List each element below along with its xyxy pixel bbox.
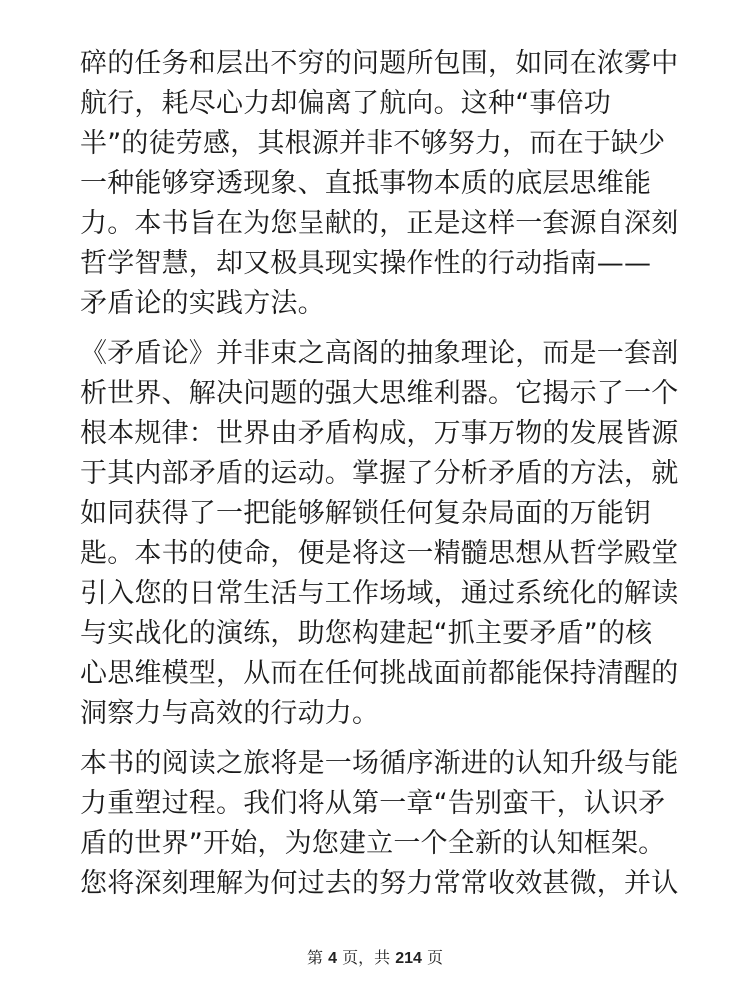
text-line: 力重塑过程。我们将从第一章“告别蛮干，认识矛 xyxy=(80,788,666,819)
text-line: 盾的世界”开始，为您建立一个全新的认知框架。 xyxy=(80,828,666,859)
text-line: 如同获得了一把能够解锁任何复杂局面的万能钥 xyxy=(80,498,652,529)
text-line: 哲学智慧，却又极具现实操作性的行动指南—— xyxy=(80,248,652,279)
text-line: 半”的徒劳感，其根源并非不够努力，而在于缺少 xyxy=(80,128,666,159)
text-line: 本书的阅读之旅将是一场循序渐进的认知升级与能 xyxy=(80,748,679,779)
text-line: 洞察力与高效的行动力。 xyxy=(80,698,380,729)
paragraph-1 xyxy=(80,44,680,324)
text-line: 一种能够穿透现象、直抵事物本质的底层思维能 xyxy=(80,168,652,199)
paragraph-2 xyxy=(80,334,680,734)
text-line: 匙。本书的使命，便是将这一精髓思想从哲学殿堂 xyxy=(80,538,679,569)
page-number-footer xyxy=(0,948,750,969)
text-line: 您将深刻理解为何过去的努力常常收效甚微，并认 xyxy=(80,868,679,899)
body-text xyxy=(80,44,680,904)
text-line: 碎的任务和层出不穷的问题所包围，如同在浓雾中 xyxy=(80,48,679,79)
text-line: 根本规律：世界由矛盾构成，万事万物的发展皆源 xyxy=(80,418,679,449)
footer-suffix: 页 xyxy=(427,948,444,967)
text-line: 心思维模型，从而在任何挑战面前都能保持清醒的 xyxy=(80,658,679,689)
text-line: 于其内部矛盾的运动。掌握了分析矛盾的方法，就 xyxy=(80,458,679,489)
text-line: 析世界、解决问题的强大思维利器。它揭示了一个 xyxy=(80,378,679,409)
text-line: 航行，耗尽心力却偏离了航向。这种“事倍功 xyxy=(80,88,611,119)
paragraph-3 xyxy=(80,744,680,904)
footer-middle: 页，共 xyxy=(342,948,391,967)
paragraph-gap xyxy=(80,324,680,334)
footer-prefix: 第 xyxy=(306,948,323,967)
text-line: 引入您的日常生活与工作场域，通过系统化的解读 xyxy=(80,578,679,609)
paragraph-gap xyxy=(80,734,680,744)
text-line: 矛盾论的实践方法。 xyxy=(80,288,325,319)
current-page-number: 4 xyxy=(328,950,337,967)
text-line: 《矛盾论》并非束之高阁的抽象理论，而是一套剖 xyxy=(80,338,679,369)
total-page-count: 214 xyxy=(395,950,422,967)
text-line: 力。本书旨在为您呈献的，正是这样一套源自深刻 xyxy=(80,208,679,239)
text-line: 与实战化的演练，助您构建起“抓主要矛盾”的核 xyxy=(80,618,653,649)
